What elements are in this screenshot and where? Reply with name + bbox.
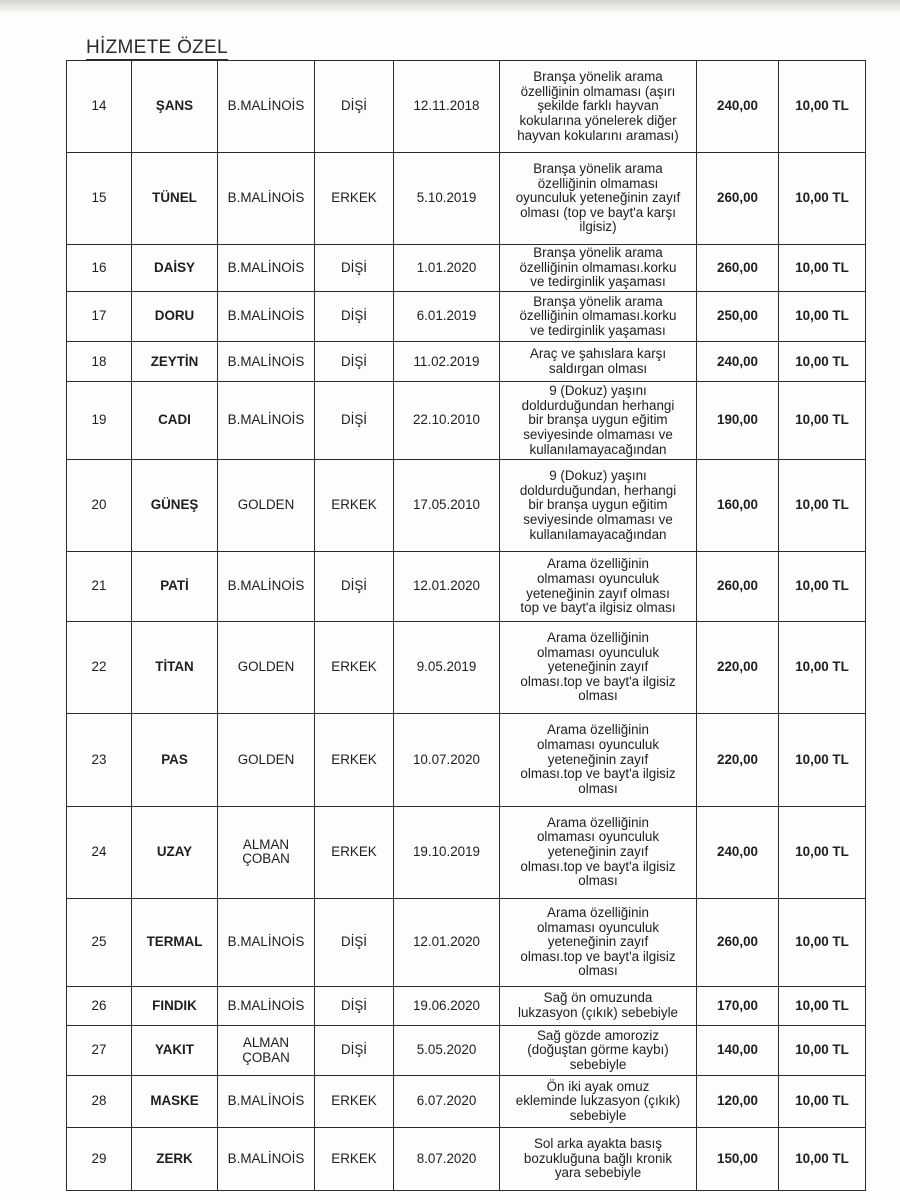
reason-line: olması bbox=[578, 780, 618, 796]
reason-line: Sağ gözde amoroziz bbox=[536, 1027, 660, 1043]
reason-text bbox=[500, 382, 697, 460]
reason-line: top ve bayt'a ilgisiz olması bbox=[520, 600, 676, 616]
classification-label: HİZMETE ÖZEL bbox=[86, 37, 228, 58]
birth-date: 19.06.2020 bbox=[394, 987, 500, 1026]
birth-date: 5.05.2020 bbox=[394, 1025, 500, 1075]
reason-line: Arama özelliğinin bbox=[547, 722, 649, 738]
row-number: 21 bbox=[67, 552, 132, 621]
dog-name: PAS bbox=[132, 714, 218, 806]
dog-breed: B.MALİNOİS bbox=[218, 292, 315, 342]
reason-text bbox=[500, 806, 697, 898]
reason-line: hayvan kokularını araması) bbox=[517, 127, 679, 143]
reason-text bbox=[500, 621, 697, 713]
reason-line: yeteneğinin zayıf bbox=[547, 934, 649, 950]
dog-sex: ERKEK bbox=[315, 1127, 394, 1190]
reason-line: bir branşa uygun eğitim bbox=[528, 412, 668, 428]
reason-line: Sol arka ayakta basış bbox=[533, 1136, 663, 1152]
dog-name: PATİ bbox=[132, 552, 218, 621]
row-number: 26 bbox=[67, 987, 132, 1026]
table-row bbox=[67, 806, 866, 898]
birth-date: 1.01.2020 bbox=[394, 244, 500, 291]
reason-line: Arama özelliğinin bbox=[547, 905, 649, 921]
reason-text bbox=[500, 714, 697, 806]
reason-line: olması.top ve bayt'a ilgisiz bbox=[520, 673, 676, 689]
reason-line: Branşa yönelik arama bbox=[533, 161, 663, 177]
table-row bbox=[67, 714, 866, 806]
reason-text bbox=[500, 460, 697, 552]
dog-breed: GOLDEN bbox=[218, 621, 315, 713]
table-body bbox=[67, 61, 866, 1191]
reason-text bbox=[500, 292, 697, 342]
dog-sex: DİŞİ bbox=[315, 382, 394, 460]
dog-sex: ERKEK bbox=[315, 460, 394, 552]
row-number: 14 bbox=[67, 61, 132, 153]
reason-line: 9 (Dokuz) yaşını bbox=[549, 468, 647, 484]
reason-line: Sağ ön omuzunda bbox=[543, 990, 653, 1006]
row-number: 27 bbox=[67, 1025, 132, 1075]
reason-line: sebebiyle bbox=[569, 1056, 627, 1072]
reason-line: olması bbox=[578, 873, 618, 889]
reason-line: 9 (Dokuz) yaşını bbox=[549, 383, 647, 399]
table-row bbox=[67, 898, 866, 986]
reason-line: Arama özelliğinin bbox=[547, 814, 649, 830]
dog-name: TERMAL bbox=[132, 898, 218, 986]
reason-text bbox=[500, 244, 697, 291]
dog-name: DORU bbox=[132, 292, 218, 342]
dog-name: ŞANS bbox=[132, 61, 218, 153]
dog-name: TİTAN bbox=[132, 621, 218, 713]
dog-breed: B.MALİNOİS bbox=[218, 153, 315, 244]
dog-breed: GOLDEN bbox=[218, 460, 315, 552]
reason-text bbox=[500, 898, 697, 986]
birth-date: 12.11.2018 bbox=[394, 61, 500, 153]
fee-value: 10,00 TL bbox=[779, 61, 866, 153]
dog-breed: B.MALİNOİS bbox=[218, 1127, 315, 1190]
row-number: 20 bbox=[67, 460, 132, 552]
reason-line: olmaması oyunculuk bbox=[536, 829, 660, 845]
birth-date: 6.01.2019 bbox=[394, 292, 500, 342]
dog-name: CADI bbox=[132, 382, 218, 460]
reason-line: lukzasyon (çıkık) sebebiyle bbox=[517, 1005, 678, 1021]
dog-sex: DİŞİ bbox=[315, 1025, 394, 1075]
row-number: 24 bbox=[67, 806, 132, 898]
birth-date: 12.01.2020 bbox=[394, 552, 500, 621]
row-number: 19 bbox=[67, 382, 132, 460]
dog-breed: ALMAN ÇOBAN bbox=[218, 1025, 315, 1075]
dog-sex: DİŞİ bbox=[315, 987, 394, 1026]
reason-text bbox=[500, 153, 697, 244]
dog-name: TÜNEL bbox=[132, 153, 218, 244]
row-number: 17 bbox=[67, 292, 132, 342]
reason-line: seviyesinde olmaması ve bbox=[523, 426, 673, 442]
fee-value: 10,00 TL bbox=[779, 552, 866, 621]
score-value: 260,00 bbox=[697, 153, 779, 244]
reason-line: Arama özelliğinin bbox=[547, 629, 649, 645]
reason-line: Branşa yönelik arama bbox=[533, 69, 663, 85]
row-number: 28 bbox=[67, 1076, 132, 1127]
reason-line: yeteneğinin zayıf bbox=[547, 843, 649, 859]
reason-text bbox=[500, 342, 697, 382]
dog-sex: DİŞİ bbox=[315, 61, 394, 153]
fee-value: 10,00 TL bbox=[779, 1076, 866, 1127]
birth-date: 12.01.2020 bbox=[394, 898, 500, 986]
reason-line: olması.top ve bayt'a ilgisiz bbox=[520, 766, 676, 782]
table-row bbox=[67, 987, 866, 1026]
reason-line: Branşa yönelik arama bbox=[533, 245, 663, 260]
reason-line: ilgisiz) bbox=[579, 219, 617, 235]
dog-sex: ERKEK bbox=[315, 153, 394, 244]
reason-line: doldurduğundan herhangi bbox=[521, 397, 675, 413]
reason-line: özelliğinin olmaması.korku bbox=[519, 259, 677, 275]
fee-value: 10,00 TL bbox=[779, 987, 866, 1026]
dog-sex: DİŞİ bbox=[315, 244, 394, 291]
reason-line: ekleminde lukzasyon (çıkık) bbox=[515, 1093, 681, 1109]
table-row bbox=[67, 153, 866, 244]
fee-value: 10,00 TL bbox=[779, 460, 866, 552]
table-row bbox=[67, 244, 866, 291]
reason-line: olması (top ve bayt'a karşı bbox=[520, 204, 676, 220]
dog-sex: DİŞİ bbox=[315, 898, 394, 986]
row-number: 23 bbox=[67, 714, 132, 806]
reason-text bbox=[500, 1076, 697, 1127]
birth-date: 8.07.2020 bbox=[394, 1127, 500, 1190]
birth-date: 11.02.2019 bbox=[394, 342, 500, 382]
reason-line: yeteneğinin zayıf bbox=[547, 751, 649, 767]
reason-line: yara sebebiyle bbox=[554, 1165, 642, 1181]
row-number: 22 bbox=[67, 621, 132, 713]
dog-breed: B.MALİNOİS bbox=[218, 552, 315, 621]
reason-line: olması.top ve bayt'a ilgisiz bbox=[520, 858, 676, 874]
fee-value: 10,00 TL bbox=[779, 621, 866, 713]
fee-value: 10,00 TL bbox=[779, 292, 866, 342]
reason-line: özelliğinin olmaması (aşırı bbox=[520, 83, 676, 99]
table-row bbox=[67, 621, 866, 713]
score-value: 250,00 bbox=[697, 292, 779, 342]
table-row bbox=[67, 1127, 866, 1190]
dog-breed: B.MALİNOİS bbox=[218, 987, 315, 1026]
dog-name: FINDIK bbox=[132, 987, 218, 1026]
scan-edge-shadow bbox=[0, 0, 900, 14]
reason-line: Ön iki ayak omuz bbox=[546, 1078, 650, 1094]
score-value: 240,00 bbox=[697, 806, 779, 898]
reason-line: seviyesinde olmaması ve bbox=[523, 512, 673, 527]
reason-line: olması bbox=[578, 688, 618, 704]
score-value: 120,00 bbox=[697, 1076, 779, 1127]
reason-text bbox=[500, 61, 697, 153]
fee-value: 10,00 TL bbox=[779, 382, 866, 460]
reason-line: kullanılamayacağından bbox=[529, 441, 667, 457]
row-number: 15 bbox=[67, 153, 132, 244]
table-row bbox=[67, 382, 866, 460]
reason-line: ve tedirginlik yaşaması bbox=[530, 274, 666, 290]
table-row bbox=[67, 1076, 866, 1127]
score-value: 260,00 bbox=[697, 898, 779, 986]
score-value: 260,00 bbox=[697, 244, 779, 291]
dog-name: ZERK bbox=[132, 1127, 218, 1190]
reason-text bbox=[500, 1025, 697, 1075]
dog-sex: ERKEK bbox=[315, 1076, 394, 1127]
fee-value: 10,00 TL bbox=[779, 898, 866, 986]
dog-name: UZAY bbox=[132, 806, 218, 898]
dog-name: DAİSY bbox=[132, 244, 218, 291]
table-row bbox=[67, 292, 866, 342]
reason-line: kullanılamayacağından bbox=[529, 526, 667, 542]
birth-date: 17.05.2010 bbox=[394, 460, 500, 552]
reason-line: yeteneğinin zayıf olması bbox=[526, 585, 670, 601]
reason-line: olması bbox=[578, 963, 618, 979]
dog-name: GÜNEŞ bbox=[132, 460, 218, 552]
table-row bbox=[67, 342, 866, 382]
fee-value: 10,00 TL bbox=[779, 806, 866, 898]
reason-line: ve tedirginlik yaşaması bbox=[530, 323, 666, 339]
reason-text bbox=[500, 1127, 697, 1190]
dog-sex: DİŞİ bbox=[315, 342, 394, 382]
reason-line: özelliğinin olmaması bbox=[537, 175, 659, 191]
score-value: 240,00 bbox=[697, 342, 779, 382]
dog-breed: B.MALİNOİS bbox=[218, 1076, 315, 1127]
reason-line: bozukluğuna bağlı kronik bbox=[523, 1150, 673, 1166]
score-value: 140,00 bbox=[697, 1025, 779, 1075]
birth-date: 6.07.2020 bbox=[394, 1076, 500, 1127]
score-value: 240,00 bbox=[697, 61, 779, 153]
dog-sex: DİŞİ bbox=[315, 292, 394, 342]
row-number: 18 bbox=[67, 342, 132, 382]
fee-value: 10,00 TL bbox=[779, 1127, 866, 1190]
table-row bbox=[67, 1025, 866, 1075]
reason-line: özelliğinin olmaması.korku bbox=[519, 308, 677, 324]
dog-name: MASKE bbox=[132, 1076, 218, 1127]
birth-date: 22.10.2010 bbox=[394, 382, 500, 460]
dog-breed: GOLDEN bbox=[218, 714, 315, 806]
reason-line: kokularına yönelerek diğer bbox=[519, 113, 677, 128]
table-row bbox=[67, 61, 866, 153]
dog-breed: B.MALİNOİS bbox=[218, 342, 315, 382]
table-row bbox=[67, 460, 866, 552]
score-value: 190,00 bbox=[697, 382, 779, 460]
dog-sex: DİŞİ bbox=[315, 552, 394, 621]
fee-value: 10,00 TL bbox=[779, 714, 866, 806]
dog-sex: ERKEK bbox=[315, 714, 394, 806]
fee-value: 10,00 TL bbox=[779, 1025, 866, 1075]
reason-text bbox=[500, 987, 697, 1026]
birth-date: 9.05.2019 bbox=[394, 621, 500, 713]
dog-sex: ERKEK bbox=[315, 806, 394, 898]
reason-line: sebebiyle bbox=[569, 1107, 627, 1123]
row-number: 29 bbox=[67, 1127, 132, 1190]
dog-name: ZEYTİN bbox=[132, 342, 218, 382]
reason-line: yeteneğinin zayıf bbox=[547, 659, 649, 675]
dog-breed: B.MALİNOİS bbox=[218, 244, 315, 291]
reason-line: Branşa yönelik arama bbox=[533, 293, 663, 309]
dog-breed: B.MALİNOİS bbox=[218, 61, 315, 153]
fee-value: 10,00 TL bbox=[779, 244, 866, 291]
score-value: 160,00 bbox=[697, 460, 779, 552]
score-value: 170,00 bbox=[697, 987, 779, 1026]
birth-date: 19.10.2019 bbox=[394, 806, 500, 898]
score-value: 260,00 bbox=[697, 552, 779, 621]
reason-line: (doğuştan görme kaybı) bbox=[527, 1042, 669, 1058]
score-value: 220,00 bbox=[697, 621, 779, 713]
reason-line: şekilde farklı hayvan bbox=[537, 98, 659, 114]
row-number: 25 bbox=[67, 898, 132, 986]
dog-breed: B.MALİNOİS bbox=[218, 898, 315, 986]
score-value: 220,00 bbox=[697, 714, 779, 806]
dog-breed: B.MALİNOİS bbox=[218, 382, 315, 460]
reason-line: Arama özelliğinin bbox=[547, 556, 649, 572]
birth-date: 10.07.2020 bbox=[394, 714, 500, 806]
dog-breed: ALMAN ÇOBAN bbox=[218, 806, 315, 898]
reason-line: bir branşa uygun eğitim bbox=[528, 497, 668, 513]
dog-sex: ERKEK bbox=[315, 621, 394, 713]
birth-date: 5.10.2019 bbox=[394, 153, 500, 244]
reason-line: olmaması oyunculuk bbox=[536, 644, 660, 660]
fee-value: 10,00 TL bbox=[779, 342, 866, 382]
score-value: 150,00 bbox=[697, 1127, 779, 1190]
fee-value: 10,00 TL bbox=[779, 153, 866, 244]
table-row bbox=[67, 552, 866, 621]
reason-line: saldırgan olması bbox=[548, 360, 648, 376]
reason-line: olmaması oyunculuk bbox=[536, 570, 660, 586]
reason-line: doldurduğundan, herhangi bbox=[519, 482, 677, 498]
reason-line: oyunculuk yeteneğinin zayıf bbox=[515, 190, 681, 206]
reason-text bbox=[500, 552, 697, 621]
reason-line: olması.top ve bayt'a ilgisiz bbox=[520, 948, 676, 964]
reason-line: Araç ve şahıslara karşı bbox=[529, 346, 667, 362]
dog-name: YAKIT bbox=[132, 1025, 218, 1075]
reason-line: olmaması oyunculuk bbox=[536, 736, 660, 752]
row-number: 16 bbox=[67, 244, 132, 291]
dog-records-table bbox=[66, 60, 866, 1191]
reason-line: olmaması oyunculuk bbox=[536, 919, 660, 935]
